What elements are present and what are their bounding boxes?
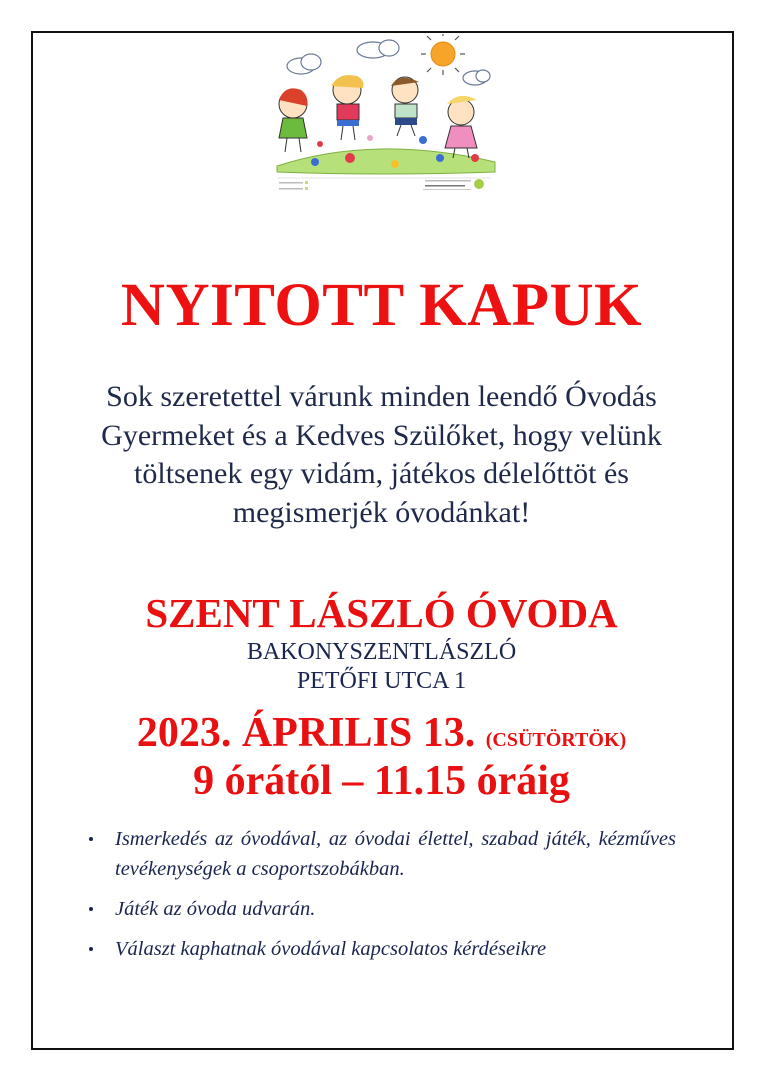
event-date-main: 2023. ÁPRILIS 13. — [136, 710, 476, 756]
invitation-text — [0, 378, 763, 532]
bullet-icon — [89, 907, 93, 911]
address-street: PETŐFI UTCA 1 — [296, 668, 467, 694]
invitation-line: töltsenek egy vidám, játékos délelőttöt és — [134, 457, 629, 490]
bullet-icon — [89, 947, 93, 951]
activity-text: Játék az óvoda udvarán. — [115, 898, 316, 920]
activity-list — [86, 824, 676, 974]
bullet-icon — [89, 837, 93, 841]
kids-playing-illustration-icon — [265, 34, 497, 194]
address-town: BAKONYSZENTLÁSZLÓ — [246, 639, 517, 665]
list-item — [86, 894, 676, 924]
invitation-line: Sok szeretettel várunk minden leendő Óvodás — [106, 380, 657, 413]
invitation-line: megismerjék óvodánkat! — [232, 495, 531, 529]
school-name: SZENT LÁSZLÓ ÓVODA — [145, 590, 618, 636]
activity-text: Választ kaphatnak óvodával kapcsolatos kérdéseikre — [115, 938, 547, 960]
list-item — [86, 824, 676, 884]
invitation-line: Gyermeket és a Kedves Szülőket, hogy velünk — [101, 418, 662, 452]
event-time: 9 órától – 11.15 óráig — [193, 758, 570, 804]
page-title: NYITOTT KAPUK — [120, 272, 643, 339]
event-weekday: (CSÜTÖRTÖK) — [485, 729, 627, 751]
list-item — [86, 934, 676, 964]
activity-text: Ismerkedés az óvodával, az óvodai élettel, szabad játék, kézműves tevékenységek a csoportszobákban. — [115, 828, 676, 880]
